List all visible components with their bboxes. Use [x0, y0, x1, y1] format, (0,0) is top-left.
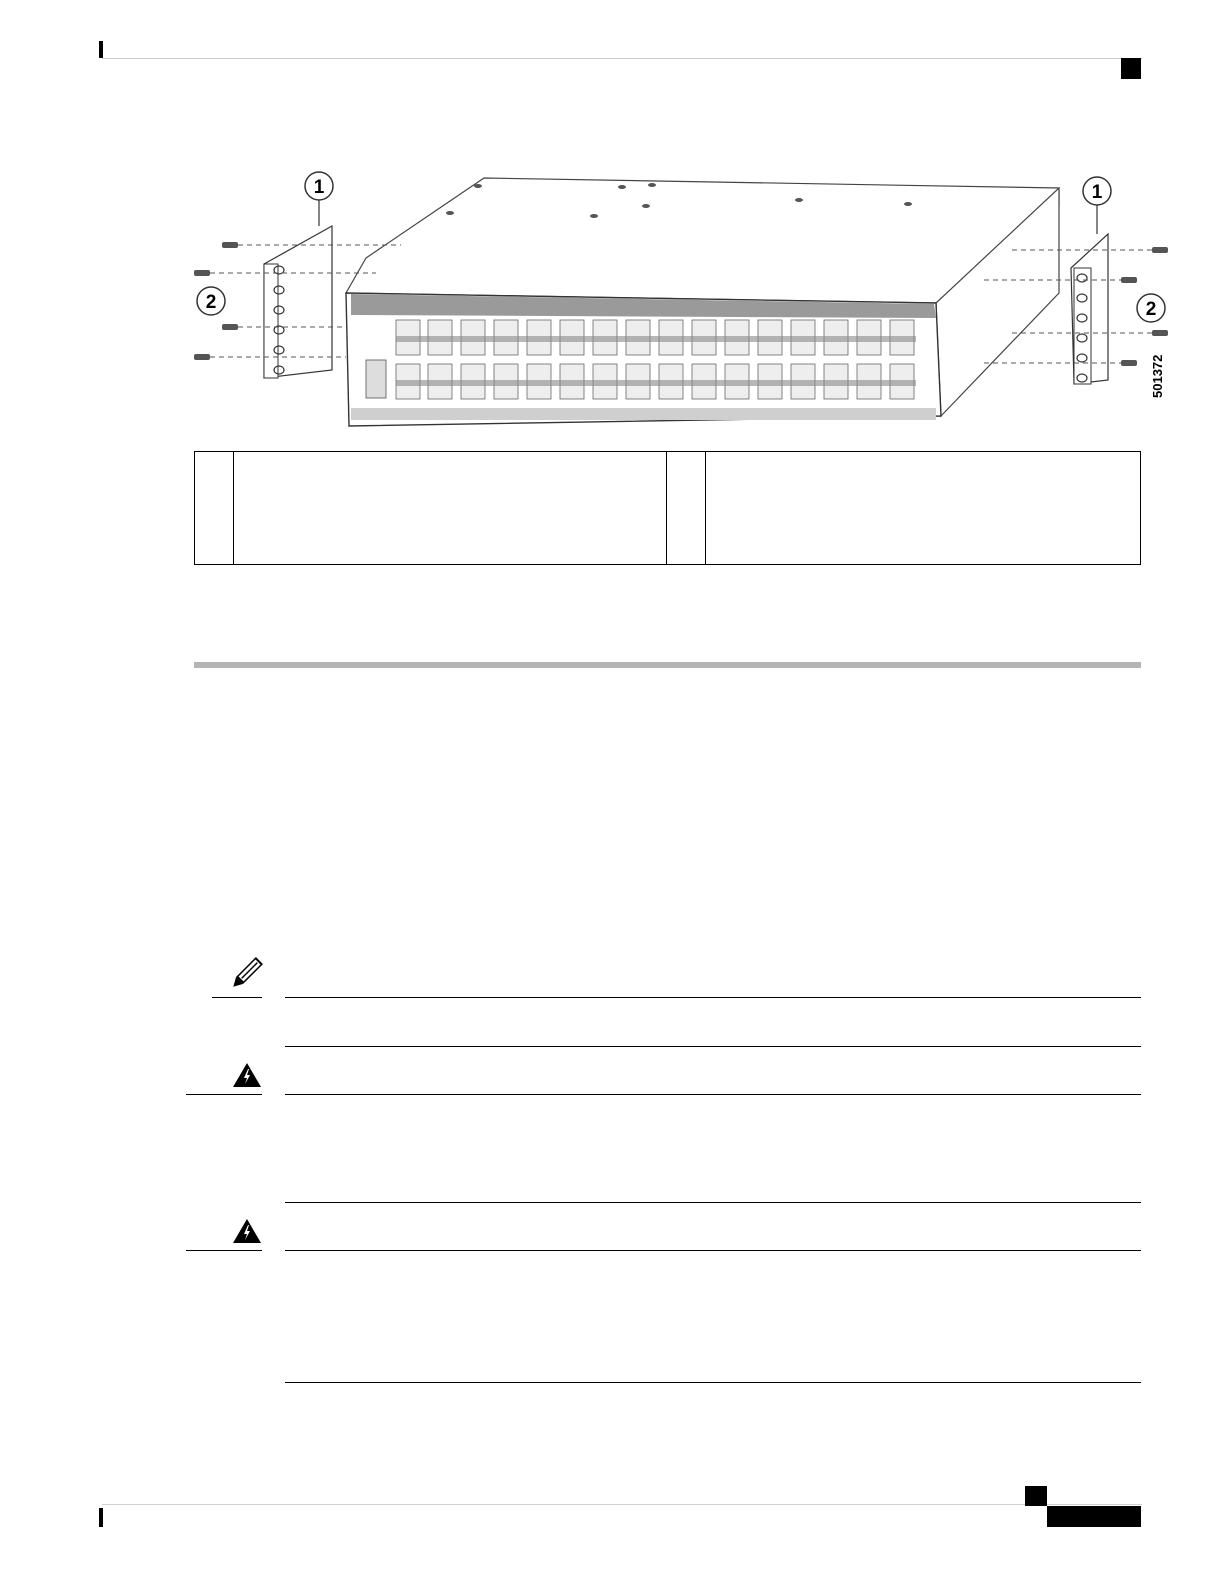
callout-2-left: 2: [205, 292, 217, 313]
warning-icon: [232, 1062, 262, 1088]
note-bottom-rule: [285, 1046, 1141, 1047]
footer-tick: [99, 1508, 103, 1527]
callout-1-left: 1: [313, 177, 325, 198]
warning-1-top-rule: [285, 1094, 1141, 1095]
legend-cell-description-2: [706, 452, 1141, 565]
warning-2-top-rule: [285, 1250, 1141, 1251]
header-page-marker: [1121, 58, 1141, 79]
footer-page-marker: [1025, 1486, 1047, 1506]
callout-1-right: 1: [1091, 182, 1103, 203]
callout-legend-table: [194, 451, 1141, 565]
callout-2-right: 2: [1145, 299, 1157, 320]
warning-icon: [232, 1218, 262, 1244]
footer-page-tab: [1047, 1506, 1141, 1527]
figure-id: 501372: [1150, 354, 1165, 398]
header-rule: [102, 58, 1142, 59]
footer-rule: [102, 1504, 1142, 1505]
legend-cell-number-1: [195, 452, 234, 565]
chassis-illustration: [186, 168, 1186, 440]
legend-cell-number-2: [667, 452, 706, 565]
warning-2-icon-rule: [186, 1250, 262, 1251]
warning-1-bottom-rule: [285, 1202, 1141, 1203]
rack-mount-bracket-figure: [186, 168, 1186, 440]
warning-2-bottom-rule: [285, 1382, 1141, 1383]
legend-cell-description-1: [234, 452, 667, 565]
pencil-note-icon: [226, 955, 266, 993]
header-tick: [99, 41, 103, 58]
note-icon-rule: [212, 997, 262, 998]
section-divider: [194, 662, 1141, 668]
warning-1-icon-rule: [186, 1094, 262, 1095]
note-top-rule: [285, 997, 1141, 998]
